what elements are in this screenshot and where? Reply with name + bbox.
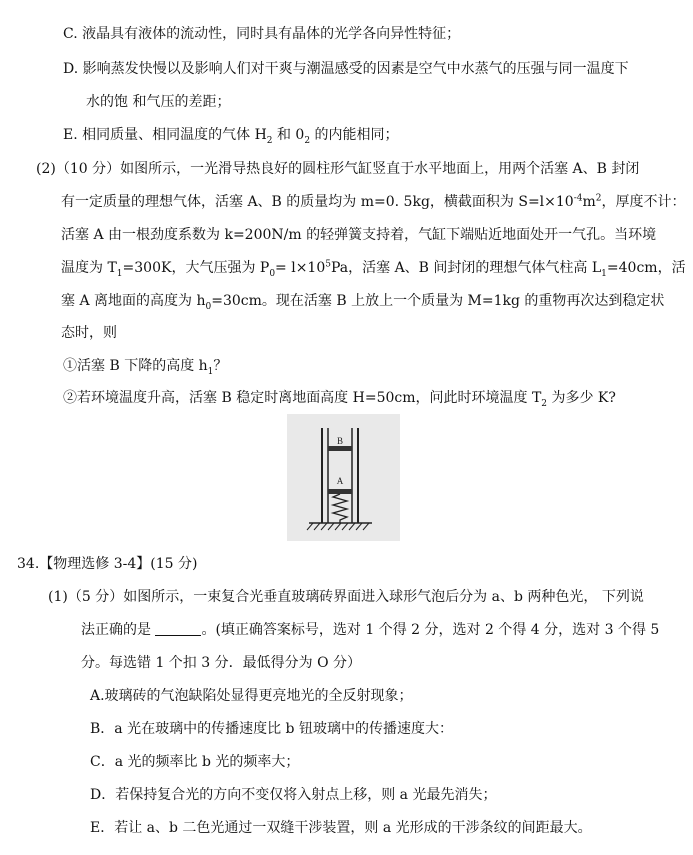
- ground-hatching: [307, 523, 369, 530]
- part2-line1: (2)（10 分）如图所示，一光滑导热良好的圆柱形气缸竖直于水平地面上，用两个活塞 A、B 封闭: [36, 161, 640, 177]
- q34-option-d: D．若保持复合光的方向不变仅将入射点上移，则 a 光最先消失；: [90, 787, 497, 803]
- piston-b: [328, 446, 352, 451]
- part2-line6: 态时，则: [61, 325, 117, 341]
- q34-part1-line1: (1)（5 分）如图所示，一束复合光垂直玻璃砖界面进入球形气泡后分为 a、b 两种色光， 下列说: [48, 589, 644, 605]
- q34-part1-line2: 法正确的是 。(填正确答案标号，选对 1 个得 2 分，选对 2 个得 4 分，选对 3 个得 5: [81, 622, 660, 638]
- option-c: C. 液晶具有液体的流动性，同时具有晶体的光学各向异性特征；: [63, 26, 461, 42]
- q34-header: 34.【物理选修 3-4】(15 分): [17, 556, 198, 572]
- q34-option-b: B．a 光在玻璃中的传播速度比 b 钮玻璃中的传播速度大：: [90, 721, 453, 737]
- piston-a: [328, 489, 352, 494]
- part2-line4: 温度为 $T_1=300K$，大气压强为 $P_0= l\times 10^5Pa$，活塞 A、B 间封闭的理想气体气柱高 $L_1=40cm$，活: [61, 259, 686, 279]
- option-d-line2: 水的饱 和气压的差距；: [86, 94, 231, 110]
- cylinder-diagram: [287, 414, 400, 541]
- label-b: B: [336, 436, 344, 446]
- answer-blank: [155, 621, 201, 636]
- q34-option-e: E．若让 a、b 二色光通过一双缝干涉装置，则 a 光形成的干涉条纹的间距最大。: [90, 820, 592, 836]
- cylinder-figure: [287, 414, 400, 541]
- subquestion-2: ②若环境温度升高，活塞 B 稳定时离地面高度 H=50cm，问此时环境温度 $T_2$ 为多少 K?: [63, 390, 616, 409]
- part2-line3: 活塞 A 由一根劲度系数为 k=200N/m 的轻弹簧支持着，气缸下端贴近地面处开一气孔。当环境: [61, 227, 657, 243]
- q34-option-c: C．a 光的频率比 b 光的频率大；: [90, 754, 300, 770]
- subquestion-1: ①活塞 B 下降的高度 $h_1$？: [63, 358, 228, 377]
- part2-line5: 塞 A 离地面的高度为 $h_0=30cm$。现在活塞 B 上放上一个质量为 M=1kg 的重物再次达到稳定状: [61, 293, 665, 312]
- option-d-line1: D. 影响蒸发快慢以及影响人们对干爽与潮温感受的因素是空气中水蒸气的压强与同一温度下: [63, 61, 629, 77]
- q34-option-a: A.玻璃砖的气泡缺陷处显得更亮地光的全反射现象；: [90, 688, 413, 704]
- part2-line2: 有一定质量的理想气体，活塞 A、B 的质量均为 m=0. 5kg，横截面积为 $S=l\times 10^{-4}m^2$，厚度不计：: [61, 193, 686, 210]
- q34-part1-line3: 分。每选错 1 个扣 3 分．最低得分为 O 分）: [81, 655, 361, 671]
- label-a: A: [336, 476, 344, 486]
- spring: [333, 494, 347, 523]
- option-e: E. 相同质量、相同温度的气体 $H_2$ 和 $0_2$ 的内能相同；: [63, 127, 399, 146]
